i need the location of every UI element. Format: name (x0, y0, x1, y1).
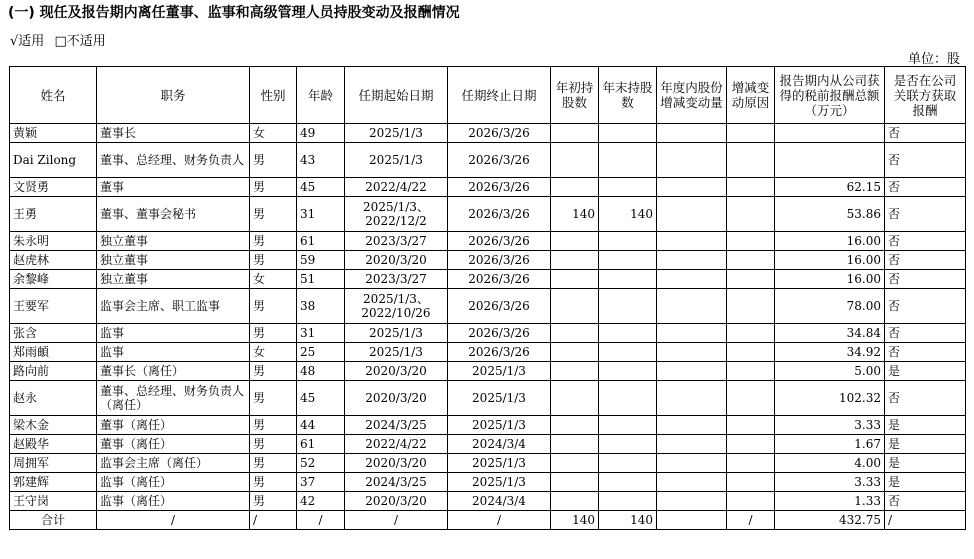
cell-pay: 4.00 (775, 454, 885, 473)
cell-related: 否 (885, 343, 966, 362)
col-header: 年初持股数 (551, 67, 599, 124)
cell-gender: 男 (250, 435, 297, 454)
cell-pay: 34.84 (775, 324, 885, 343)
cell-name: 王守岗 (10, 492, 97, 511)
cell-age: 42 (297, 492, 345, 511)
cell-end: / (448, 511, 551, 530)
cell-change (657, 270, 727, 289)
cell-role: 独立董事 (97, 251, 250, 270)
cell-pay: 53.86 (775, 197, 885, 232)
cell-age: 52 (297, 454, 345, 473)
cell-start: 2023/3/27 (345, 270, 448, 289)
cell-gender: 男 (250, 381, 297, 416)
cell-pay: 102.32 (775, 381, 885, 416)
cell-start: 2025/1/3 (345, 324, 448, 343)
table-row (10, 492, 966, 511)
cell-change (657, 251, 727, 270)
cell-related: 是 (885, 454, 966, 473)
cell-change (657, 343, 727, 362)
table-row (10, 343, 966, 362)
cell-reason (727, 416, 775, 435)
cell-end: 2026/3/26 (448, 251, 551, 270)
cell-change (657, 454, 727, 473)
cell-age: 45 (297, 178, 345, 197)
cell-start: 2022/4/22 (345, 435, 448, 454)
cell-age: 43 (297, 143, 345, 178)
cell-end-shares (599, 381, 657, 416)
cell-end: 2026/3/26 (448, 289, 551, 324)
cell-name: 张含 (10, 324, 97, 343)
cell-pay: 1.33 (775, 492, 885, 511)
cell-change (657, 435, 727, 454)
col-header: 年龄 (297, 67, 345, 124)
cell-end: 2026/3/26 (448, 324, 551, 343)
cell-begin-shares (551, 124, 599, 143)
cell-related: 是 (885, 416, 966, 435)
cell-related: 否 (885, 232, 966, 251)
cell-end-shares (599, 435, 657, 454)
table-body (10, 124, 966, 530)
cell-name: 赵永 (10, 381, 97, 416)
cell-end-shares (599, 232, 657, 251)
table-row (10, 435, 966, 454)
cell-related: 否 (885, 270, 966, 289)
cell-change (657, 416, 727, 435)
col-header: 姓名 (10, 67, 97, 124)
cell-change (657, 143, 727, 178)
table-row (10, 454, 966, 473)
cell-end-shares (599, 454, 657, 473)
cell-age: 31 (297, 197, 345, 232)
cell-pay: 78.00 (775, 289, 885, 324)
cell-gender: 男 (250, 473, 297, 492)
total-row (10, 511, 966, 530)
cell-age: 48 (297, 362, 345, 381)
cell-related: 否 (885, 124, 966, 143)
cell-gender: 女 (250, 270, 297, 289)
cell-pay (775, 143, 885, 178)
cell-related: 否 (885, 289, 966, 324)
cell-begin-shares (551, 232, 599, 251)
table-row (10, 251, 966, 270)
cell-name: 郭建辉 (10, 473, 97, 492)
cell-pay: 3.33 (775, 473, 885, 492)
cell-start: 2020/3/20 (345, 362, 448, 381)
cell-reason (727, 343, 775, 362)
cell-role: 独立董事 (97, 270, 250, 289)
cell-start: 2024/3/25 (345, 416, 448, 435)
cell-end: 2026/3/26 (448, 197, 551, 232)
cell-name: 郑雨頔 (10, 343, 97, 362)
cell-end: 2025/1/3 (448, 416, 551, 435)
cell-begin-shares (551, 289, 599, 324)
cell-name: Dai Zilong (10, 143, 97, 178)
cell-end-shares (599, 143, 657, 178)
cell-begin-shares (551, 473, 599, 492)
col-header: 任期起始日期 (345, 67, 448, 124)
table-row (10, 143, 966, 178)
cell-name: 路向前 (10, 362, 97, 381)
cell-related: 否 (885, 492, 966, 511)
col-header: 任期终止日期 (448, 67, 551, 124)
cell-reason (727, 435, 775, 454)
table-row (10, 473, 966, 492)
cell-gender: 男 (250, 289, 297, 324)
table-row (10, 362, 966, 381)
cell-reason (727, 143, 775, 178)
cell-reason (727, 381, 775, 416)
col-header: 年度内股份增减变动量 (657, 67, 727, 124)
cell-begin-shares: 140 (551, 511, 599, 530)
cell-change (657, 492, 727, 511)
cell-role: 董事、总经理、财务负责人 (97, 143, 250, 178)
cell-begin-shares (551, 416, 599, 435)
cell-gender: 男 (250, 492, 297, 511)
cell-end: 2024/3/4 (448, 492, 551, 511)
cell-start: 2020/3/20 (345, 492, 448, 511)
cell-reason (727, 197, 775, 232)
cell-change (657, 324, 727, 343)
cell-start: 2025/1/3 (345, 124, 448, 143)
cell-age: 45 (297, 381, 345, 416)
cell-begin-shares: 140 (551, 197, 599, 232)
cell-change (657, 197, 727, 232)
cell-reason (727, 270, 775, 289)
cell-end-shares (599, 251, 657, 270)
cell-end-shares (599, 324, 657, 343)
cell-name: 朱永明 (10, 232, 97, 251)
cell-end-shares (599, 362, 657, 381)
cell-age: 38 (297, 289, 345, 324)
table-header-row (10, 67, 966, 124)
cell-begin-shares (551, 178, 599, 197)
cell-role: 监事（离任） (97, 492, 250, 511)
cell-age: 61 (297, 232, 345, 251)
cell-change (657, 232, 727, 251)
cell-start: 2025/1/3 (345, 343, 448, 362)
cell-start: / (345, 511, 448, 530)
col-header: 职务 (97, 67, 250, 124)
cell-start: 2023/3/27 (345, 232, 448, 251)
cell-reason (727, 473, 775, 492)
cell-role: 董事长（离任） (97, 362, 250, 381)
cell-end-shares (599, 270, 657, 289)
cell-role: 监事 (97, 324, 250, 343)
cell-end: 2025/1/3 (448, 473, 551, 492)
table-row (10, 416, 966, 435)
cell-age: 44 (297, 416, 345, 435)
cell-end: 2025/1/3 (448, 454, 551, 473)
cell-age: 49 (297, 124, 345, 143)
cell-gender: 女 (250, 343, 297, 362)
cell-related: 否 (885, 143, 966, 178)
cell-end: 2026/3/26 (448, 124, 551, 143)
cell-role: 董事（离任） (97, 435, 250, 454)
cell-pay: 62.15 (775, 178, 885, 197)
applicability-options (10, 30, 112, 49)
cell-age: 31 (297, 324, 345, 343)
cell-related: 是 (885, 362, 966, 381)
cell-start: 2020/3/20 (345, 251, 448, 270)
cell-pay: 5.00 (775, 362, 885, 381)
cell-pay (775, 124, 885, 143)
cell-start: 2020/3/20 (345, 454, 448, 473)
cell-end-shares (599, 416, 657, 435)
cell-pay: 16.00 (775, 232, 885, 251)
cell-reason (727, 492, 775, 511)
cell-end-shares: 140 (599, 197, 657, 232)
cell-end-shares (599, 289, 657, 324)
cell-reason (727, 124, 775, 143)
cell-name: 合计 (10, 511, 97, 530)
cell-reason: / (727, 511, 775, 530)
cell-gender: 女 (250, 124, 297, 143)
cell-reason (727, 289, 775, 324)
cell-start: 2025/1/3 (345, 143, 448, 178)
cell-reason (727, 232, 775, 251)
cell-change (657, 381, 727, 416)
cell-gender: 男 (250, 143, 297, 178)
cell-gender: 男 (250, 416, 297, 435)
cell-gender: 男 (250, 197, 297, 232)
cell-pay: 3.33 (775, 416, 885, 435)
col-header: 是否在公司关联方获取报酬 (885, 67, 966, 124)
cell-age: 25 (297, 343, 345, 362)
cell-start: 2022/4/22 (345, 178, 448, 197)
cell-change (657, 178, 727, 197)
cell-end-shares (599, 124, 657, 143)
cell-name: 黄颖 (10, 124, 97, 143)
cell-role: 监事（离任） (97, 473, 250, 492)
cell-pay: 34.92 (775, 343, 885, 362)
cell-name: 梁木金 (10, 416, 97, 435)
cell-age: 59 (297, 251, 345, 270)
cell-reason (727, 178, 775, 197)
cell-end: 2024/3/4 (448, 435, 551, 454)
cell-related: 否 (885, 381, 966, 416)
table-row (10, 232, 966, 251)
cell-begin-shares (551, 435, 599, 454)
cell-related: 否 (885, 178, 966, 197)
cell-related: 是 (885, 473, 966, 492)
cell-age: 37 (297, 473, 345, 492)
cell-reason (727, 362, 775, 381)
cell-name: 周拥军 (10, 454, 97, 473)
cell-end-shares (599, 178, 657, 197)
cell-age: 51 (297, 270, 345, 289)
cell-pay: 1.67 (775, 435, 885, 454)
cell-end: 2026/3/26 (448, 343, 551, 362)
table-row (10, 124, 966, 143)
applicable-option: √适用 (10, 34, 45, 49)
cell-end: 2026/3/26 (448, 232, 551, 251)
cell-age: / (297, 511, 345, 530)
table-row (10, 289, 966, 324)
cell-start: 2025/1/3、2022/12/2 (345, 197, 448, 232)
cell-gender: 男 (250, 362, 297, 381)
cell-reason (727, 324, 775, 343)
cell-pay: 16.00 (775, 251, 885, 270)
col-header: 增减变动原因 (727, 67, 775, 124)
cell-start: 2025/1/3、2022/10/26 (345, 289, 448, 324)
cell-start: 2020/3/20 (345, 381, 448, 416)
cell-related: 否 (885, 197, 966, 232)
cell-role: 董事、总经理、财务负责人（离任） (97, 381, 250, 416)
cell-name: 赵虎林 (10, 251, 97, 270)
col-header: 性别 (250, 67, 297, 124)
cell-change (657, 511, 727, 530)
cell-end-shares (599, 343, 657, 362)
cell-reason (727, 251, 775, 270)
cell-gender: 男 (250, 324, 297, 343)
cell-change (657, 473, 727, 492)
cell-role: 董事长 (97, 124, 250, 143)
section-heading: (一) 现任及报告期内离任董事、监事和高级管理人员持股变动及报酬情况 (8, 5, 460, 21)
cell-gender: 男 (250, 178, 297, 197)
col-header: 报告期内从公司获得的税前报酬总额（万元） (775, 67, 885, 124)
cell-name: 余黎峰 (10, 270, 97, 289)
cell-start: 2024/3/25 (345, 473, 448, 492)
cell-name: 王要军 (10, 289, 97, 324)
cell-age: 61 (297, 435, 345, 454)
cell-end-shares (599, 473, 657, 492)
cell-pay: 432.75 (775, 511, 885, 530)
cell-pay: 16.00 (775, 270, 885, 289)
cell-change (657, 124, 727, 143)
table-row (10, 197, 966, 232)
col-header: 年末持股数 (599, 67, 657, 124)
cell-role: 独立董事 (97, 232, 250, 251)
cell-begin-shares (551, 270, 599, 289)
table-row (10, 381, 966, 416)
cell-role: 董事（离任） (97, 416, 250, 435)
cell-end: 2026/3/26 (448, 270, 551, 289)
cell-begin-shares (551, 343, 599, 362)
cell-role: 监事会主席、职工监事 (97, 289, 250, 324)
cell-begin-shares (551, 251, 599, 270)
cell-end: 2025/1/3 (448, 381, 551, 416)
personnel-table (9, 66, 966, 530)
cell-role: 董事、董事会秘书 (97, 197, 250, 232)
cell-gender: 男 (250, 251, 297, 270)
cell-end: 2025/1/3 (448, 362, 551, 381)
cell-gender: 男 (250, 454, 297, 473)
cell-related: 是 (885, 435, 966, 454)
cell-role: 董事 (97, 178, 250, 197)
cell-change (657, 289, 727, 324)
cell-begin-shares (551, 492, 599, 511)
cell-gender: 男 (250, 232, 297, 251)
cell-begin-shares (551, 362, 599, 381)
cell-related: 否 (885, 251, 966, 270)
not-applicable-option: □不适用 (54, 34, 106, 49)
cell-name: 文贤勇 (10, 178, 97, 197)
cell-begin-shares (551, 324, 599, 343)
cell-role: 监事 (97, 343, 250, 362)
unit-label: 单位：股 (907, 52, 960, 67)
cell-reason (727, 454, 775, 473)
cell-begin-shares (551, 454, 599, 473)
cell-name: 王勇 (10, 197, 97, 232)
table-row (10, 324, 966, 343)
cell-end: 2026/3/26 (448, 143, 551, 178)
cell-change (657, 362, 727, 381)
cell-related: / (885, 511, 966, 530)
table-row (10, 178, 966, 197)
cell-role: 监事会主席（离任） (97, 454, 250, 473)
cell-end-shares (599, 492, 657, 511)
cell-end: 2026/3/26 (448, 178, 551, 197)
cell-name: 赵殿华 (10, 435, 97, 454)
cell-related: 否 (885, 324, 966, 343)
cell-role: / (97, 511, 250, 530)
cell-begin-shares (551, 143, 599, 178)
cell-begin-shares (551, 381, 599, 416)
table-row (10, 270, 966, 289)
cell-gender: / (250, 511, 297, 530)
cell-end-shares: 140 (599, 511, 657, 530)
